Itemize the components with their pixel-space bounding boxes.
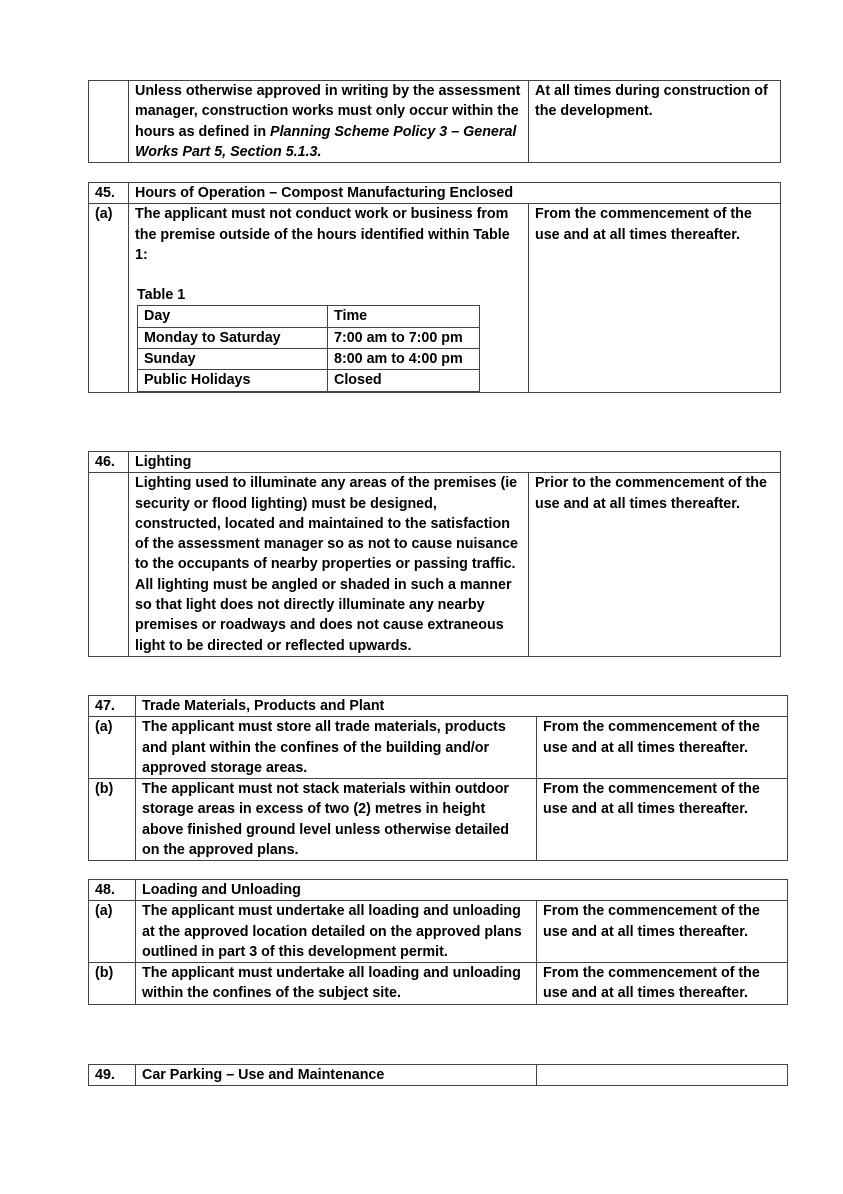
table-row [138, 327, 480, 348]
condition-text: The applicant must undertake all loading and unloading at the approved location detailed on the approved plans outlined in part 3 of this development permit. [136, 901, 537, 963]
table-row [89, 901, 788, 963]
condition-timing: From the commencement of the use and at all times thereafter. [537, 963, 788, 1005]
condition-sub-label: (a) [89, 717, 136, 779]
condition-sub-label: (b) [89, 963, 136, 1005]
condition-title: Loading and Unloading [136, 880, 788, 901]
day-cell: Public Holidays [138, 370, 328, 391]
condition-number: 46. [89, 452, 129, 473]
condition-47 [88, 695, 788, 861]
table-row [89, 204, 781, 392]
policy-reference: Planning Scheme Policy 3 – General Works Part 5, Section 5.1.3. [135, 123, 517, 160]
time-cell: 8:00 am to 4:00 pm [328, 349, 480, 370]
hours-table [137, 305, 480, 391]
condition-text: Lighting used to illuminate any areas of the premises (ie security or flood lighting) must be designed, constructed, located and maintained to the satisfaction of the assessment manager so as not to cause nuisance to the occupants of nearby properties or passing traffic. All lighting must be angled or shaded in such a manner so that light does not directly illuminate any nearby premises or roadways and does not cause extraneous light to be directed or reflected upwards. [129, 473, 529, 657]
condition-text: The applicant must undertake all loading and unloading within the confines of the subject site. [136, 963, 537, 1005]
table-row [89, 452, 781, 473]
condition-timing: From the commencement of the use and at all times thereafter. [537, 717, 788, 779]
condition-title: Lighting [129, 452, 781, 473]
condition-49 [88, 1064, 788, 1086]
condition-text: The applicant must store all trade materials, products and plant within the confines of the building and/or approved storage areas. [136, 717, 537, 779]
table-row [89, 779, 788, 861]
table-row [89, 717, 788, 779]
condition-timing: Prior to the commencement of the use and at all times thereafter. [529, 473, 781, 657]
condition-timing: At all times during construction of the development. [529, 81, 781, 163]
column-header-day: Day [138, 306, 328, 327]
table-row [89, 473, 781, 657]
condition-continued [88, 80, 781, 163]
condition-number: 45. [89, 183, 129, 204]
table-row [89, 696, 788, 717]
table-row [89, 183, 781, 204]
table-row [138, 349, 480, 370]
table-row [89, 81, 781, 163]
table-caption: Table 1 [137, 287, 186, 304]
table-row [138, 370, 480, 391]
condition-number [89, 81, 129, 163]
column-header-time: Time [328, 306, 480, 327]
condition-title: Car Parking – Use and Maintenance [136, 1065, 537, 1086]
condition-timing: From the commencement of the use and at all times thereafter. [537, 779, 788, 861]
condition-sub-label: (a) [89, 901, 136, 963]
time-cell: 7:00 am to 7:00 pm [328, 327, 480, 348]
condition-46 [88, 451, 781, 657]
table-row [89, 880, 788, 901]
condition-sub-label: (a) [89, 204, 129, 392]
condition-48 [88, 879, 788, 1005]
condition-title: Hours of Operation – Compost Manufacturing Enclosed [129, 183, 781, 204]
condition-text: Unless otherwise approved in writing by the assessment manager, construction works must only occur within the hours as defined in Planning Scheme Policy 3 – General Works Part 5, Section 5.1.3. [129, 81, 529, 163]
condition-title: Trade Materials, Products and Plant [136, 696, 788, 717]
condition-number: 48. [89, 880, 136, 901]
condition-timing [537, 1065, 788, 1086]
day-cell: Monday to Saturday [138, 327, 328, 348]
condition-45 [88, 182, 781, 393]
condition-timing: From the commencement of the use and at all times thereafter. [537, 901, 788, 963]
table-row [89, 1065, 788, 1086]
condition-text: The applicant must not conduct work or business from the premise outside of the hours identified within Table 1: Table 1 Day Time Monday to Saturday 7:00 am to 7:00 pm Sunday 8:00 am to 4:00 pm Public Holidays Closed [129, 204, 529, 392]
table-header-row [138, 306, 480, 327]
condition-number: 47. [89, 696, 136, 717]
condition-sub-label: (b) [89, 779, 136, 861]
day-cell: Sunday [138, 349, 328, 370]
condition-text: The applicant must not stack materials within outdoor storage areas in excess of two (2) metres in height above finished ground level unless otherwise detailed on the approved plans. [136, 779, 537, 861]
condition-number: 49. [89, 1065, 136, 1086]
time-cell: Closed [328, 370, 480, 391]
condition-timing: From the commencement of the use and at all times thereafter. [529, 204, 781, 392]
table-row [89, 963, 788, 1005]
